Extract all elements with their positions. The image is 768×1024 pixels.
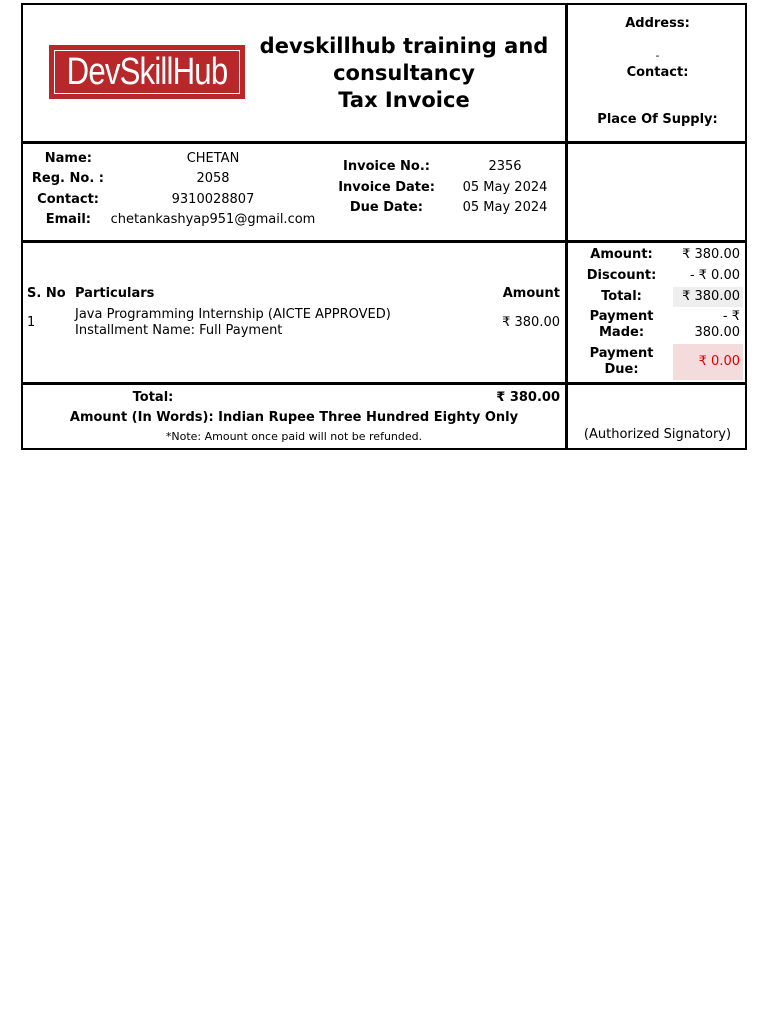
student-divider xyxy=(21,240,747,243)
student-contact-value: 9310028807 xyxy=(171,192,255,207)
payment-due-value: ₹ 0.00 xyxy=(698,354,740,369)
footer-total-value: ₹ 380.00 xyxy=(496,390,560,405)
due-date-value: 05 May 2024 xyxy=(462,200,548,215)
item-particulars-line1: Java Programming Internship (AICTE APPROVED) xyxy=(75,307,391,322)
header-divider xyxy=(21,141,747,144)
amount-in-words: Amount (In Words): Indian Rupee Three Hundred Eighty Only xyxy=(69,410,519,425)
student-email-label: Email: xyxy=(45,212,91,227)
invoice-number-label: Invoice No.: xyxy=(343,159,430,174)
payment-made-value-1: - ₹ xyxy=(722,309,740,324)
summary-total-value: ₹ 380.00 xyxy=(682,289,740,304)
place-of-supply-label: Place Of Supply: xyxy=(597,112,718,127)
invoice-date-label: Invoice Date: xyxy=(338,180,435,195)
document-title: Tax Invoice xyxy=(338,88,470,112)
student-email-value: chetankashyap951@gmail.com xyxy=(110,212,316,227)
company-logo xyxy=(50,46,244,98)
payment-due-label-2: Due: xyxy=(604,362,639,377)
summary-amount-value: ₹ 380.00 xyxy=(682,247,740,262)
header-amount: Amount xyxy=(502,286,560,301)
contact-label: Contact: xyxy=(626,65,689,80)
reg-no-label: Reg. No. : xyxy=(31,171,104,186)
company-name-line1: devskillhub training and xyxy=(259,34,549,58)
logo-border xyxy=(54,50,240,94)
due-date-label: Due Date: xyxy=(349,200,423,215)
logo-text: DevSkillHub xyxy=(66,51,228,93)
summary-discount-value: - ₹ 0.00 xyxy=(689,268,740,283)
student-contact-label: Contact: xyxy=(37,192,99,207)
payment-made-label-2: Made: xyxy=(598,325,645,340)
student-name-label: Name: xyxy=(44,151,92,166)
item-particulars-line2: Installment Name: Full Payment xyxy=(75,323,283,338)
summary-total-label: Total: xyxy=(601,289,642,304)
item-sno: 1 xyxy=(27,315,36,330)
refund-note: *Note: Amount once paid will not be refunded. xyxy=(165,430,423,443)
summary-discount-label: Discount: xyxy=(586,268,657,283)
payment-made-label-1: Payment xyxy=(589,309,654,324)
header-particulars: Particulars xyxy=(75,286,155,301)
invoice-date-value: 05 May 2024 xyxy=(462,180,548,195)
payment-due-label-1: Payment xyxy=(589,346,654,361)
payment-made-value-2: 380.00 xyxy=(694,325,740,340)
reg-no-value: 2058 xyxy=(196,171,230,186)
footer-total-label: Total: xyxy=(132,390,174,405)
header-sno: S. No xyxy=(27,286,66,301)
item-amount: ₹ 380.00 xyxy=(502,315,560,330)
address-value: - xyxy=(655,49,660,62)
authorized-signatory: (Authorized Signatory) xyxy=(583,427,732,442)
company-name-line2: consultancy xyxy=(333,61,475,85)
invoice-number-value: 2356 xyxy=(488,159,522,174)
summary-amount-label: Amount: xyxy=(590,247,653,262)
student-name-value: CHETAN xyxy=(186,151,240,166)
address-label: Address: xyxy=(625,16,690,31)
items-divider xyxy=(21,382,747,385)
